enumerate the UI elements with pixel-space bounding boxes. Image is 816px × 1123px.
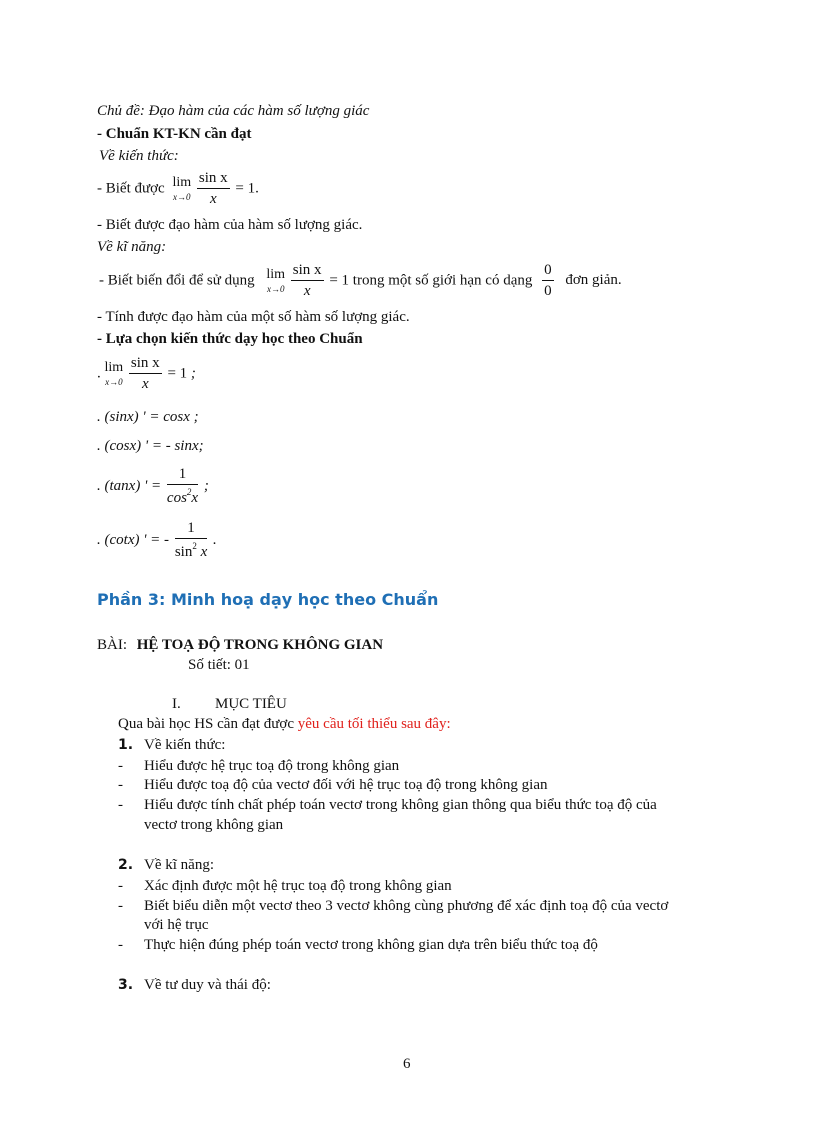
sin-fraction-den: x [141,376,149,392]
tan-fraction-den [167,485,198,507]
skills-line1-prefix: - Biết biến đổi để sử dụng [99,272,255,289]
lim-subscript: x→0 [105,377,123,387]
lim-subscript: x→0 [173,192,191,202]
bullet-dash: - [118,878,123,894]
objective-2-title: Về kĩ năng: [144,857,214,873]
objective-1-marker: 1. [118,737,134,753]
limit-expression-2 [266,268,285,294]
sin-fraction-num: sin x [291,262,324,281]
skills-line1-mid: trong một số giới hạn có dạng [352,272,533,289]
zero-over-zero [542,262,554,300]
part3-heading: Phần 3: Minh hoạ dạy học theo Chuẩn [97,590,439,609]
knowledge-line1-prefix: - Biết được [97,180,165,197]
formula-cot-suffix: . [213,531,217,548]
cos-word: cos [166,490,187,506]
intro-line [118,716,451,733]
sin-fraction-num: sin x [197,170,230,189]
limit-expression-3 [105,361,124,387]
equals-one: = 1 [329,272,350,289]
objective-3-marker: 3. [118,977,134,993]
formula-lim-prefix: . [97,365,101,382]
lesson-label: BÀI: [97,637,127,653]
objective-1-item: Hiểu được tính chất phép toán vectơ trong không gian thông qua biểu thức toạ độ của [144,797,657,813]
section-title: MỤC TIÊU [215,696,287,712]
skills-line1-suffix: đơn giản. [565,272,622,289]
zero-num: 0 [542,262,554,281]
page-number: 6 [403,1056,411,1072]
lesson-title: HỆ TOẠ ĐỘ TRONG KHÔNG GIAN [136,637,384,653]
cot-fraction-num: 1 [175,520,207,539]
objective-2-heading [118,857,214,874]
standard-heading: - Chuẩn KT-KN cần đạt [97,126,252,142]
formula-cot [97,520,217,561]
lim-word: lim [266,267,286,282]
bullet-dash: - [118,898,123,914]
bullet-dash: - [118,797,123,813]
sin-fraction-num: sin x [129,355,162,374]
var-x: x [191,490,199,506]
periods: Số tiết: 01 [188,657,250,673]
sin-fraction [197,170,230,208]
sin-fraction-3 [129,355,162,393]
topic-text: Đạo hàm của các hàm số lượng giác [144,103,370,119]
formula-tan-prefix: . (tanx) ' = [97,477,162,494]
equals-one: = 1 [167,365,188,382]
bullet-dash: - [118,937,123,953]
bullet-dash: - [118,758,123,774]
bullet-dash: - [118,777,123,793]
formula-sin: . (sinx) ' = cosx ; [97,409,199,425]
formula-cos: . (cosx) ' = - sinx; [97,438,204,454]
lim-word: lim [172,175,192,190]
objective-3-heading [118,977,271,994]
objective-1-item-cont: vectơ trong không gian [144,817,284,833]
knowledge-line-2: - Biết được đạo hàm của hàm số lượng giác. [97,217,363,233]
tan-fraction [167,466,198,507]
tan-fraction-num: 1 [167,466,198,485]
lesson-title-line [97,637,383,654]
lim-word: lim [104,360,124,375]
objective-2-item: Biết biểu diễn một vectơ theo 3 vectơ không cùng phương để xác định toạ độ của vectơ [144,898,669,914]
section-roman: I. [172,696,181,712]
sup-two: 2 [192,541,197,551]
lim-subscript: x→0 [266,284,285,294]
topic-line [97,103,369,120]
knowledge-line1-suffix: . [255,180,259,197]
skills-line-2: - Tính được đạo hàm của một số hàm số lượng giác. [97,309,410,325]
objective-2-item-cont: với hệ trục [144,917,209,933]
formula-tan [97,466,209,507]
skills-line-1 [99,262,622,300]
skills-heading: Về kĩ năng: [97,239,167,255]
sin-fraction-den: x [209,191,217,207]
formula-cot-prefix: . (cotx) ' = - [97,531,170,548]
objective-2-item: Xác định được một hệ trục toạ độ trong không gian [144,878,452,894]
intro-highlight: yêu cầu tối thiểu sau đây: [294,716,451,732]
objective-1-item: Hiểu được hệ trục toạ độ trong không gian [144,758,400,774]
knowledge-heading: Về kiến thức: [99,148,179,164]
sup-two: 2 [186,487,192,497]
objective-3-title: Về tư duy và thái độ: [144,977,271,993]
objective-1-heading [118,737,225,754]
choice-heading: - Lựa chọn kiến thức dạy học theo Chuẩn [97,331,363,347]
formula-limit [97,355,196,393]
limit-expression [172,176,191,202]
formula-lim-suffix: ; [190,365,196,382]
equals-one: = 1 [235,180,256,197]
cot-fraction [175,520,207,561]
sin-fraction-den: x [303,283,311,299]
objective-2-marker: 2. [118,857,134,873]
formula-tan-suffix: ; [203,477,209,494]
zero-den: 0 [544,283,552,299]
var-x: x [200,544,208,560]
objective-1-item: Hiểu được toạ độ của vectơ đối với hệ trục toạ độ trong không gian [144,777,548,793]
objective-2-item: Thực hiện đúng phép toán vectơ trong không gian dựa trên biểu thức toạ độ [144,937,598,953]
cot-fraction-den [175,539,207,561]
sin-word: sin [174,544,193,560]
intro-prefix: Qua bài học HS cần đạt được [118,716,295,732]
knowledge-line-1 [97,170,259,208]
objective-1-title: Về kiến thức: [144,737,226,753]
sin-fraction-2 [291,262,324,300]
topic-prefix: Chủ đề: [97,103,145,119]
